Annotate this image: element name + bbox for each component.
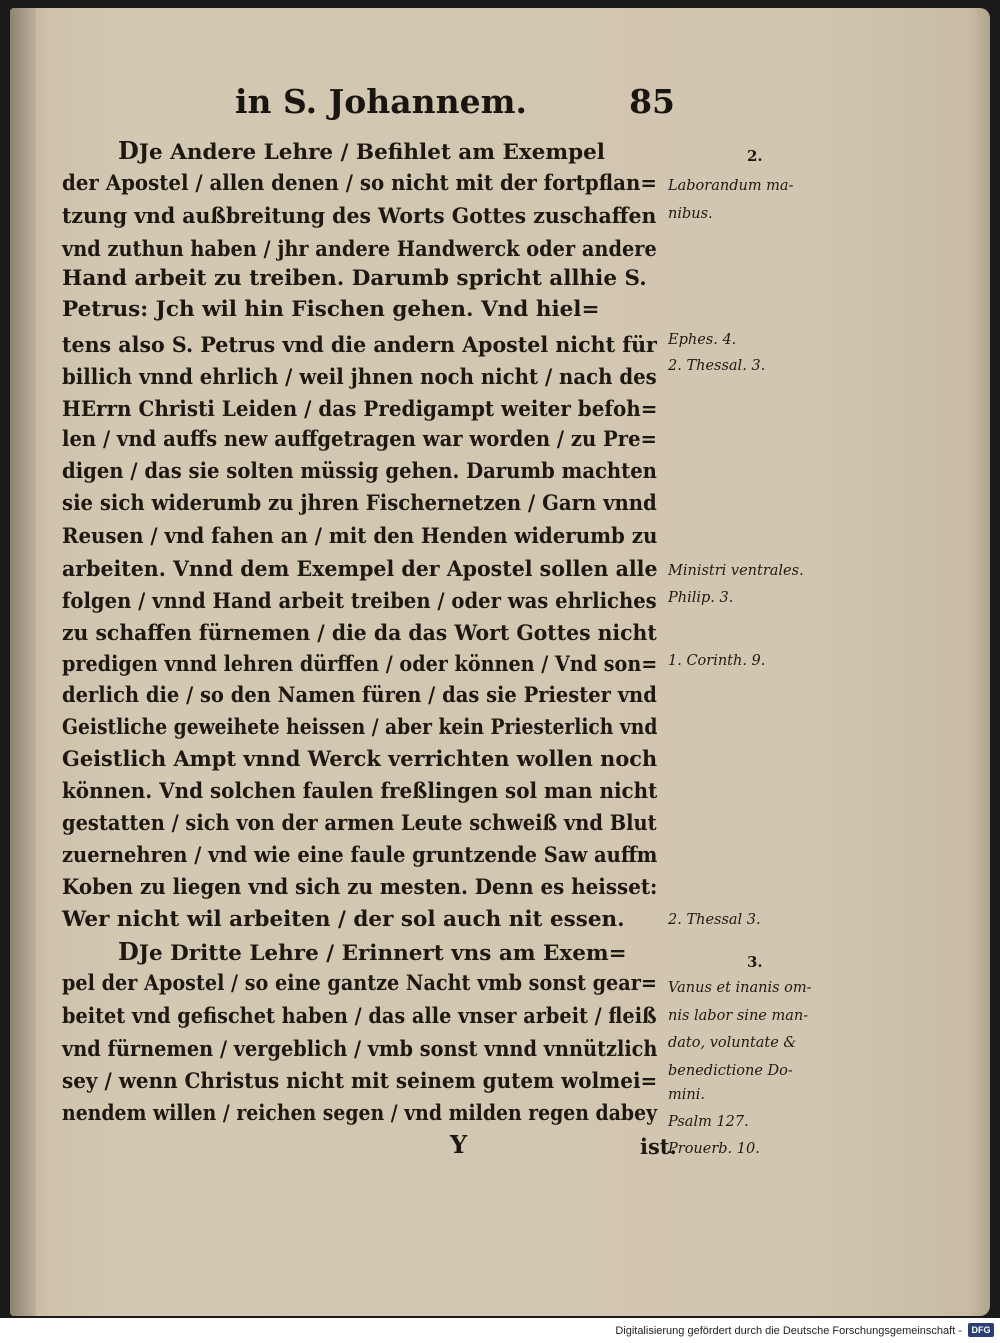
dfg-logo: DFG — [968, 1323, 994, 1337]
page-number: 85 — [629, 82, 675, 121]
text-line: predigen vnnd lehren dürffen / oder können / Vnd son= — [62, 652, 658, 677]
text-line: pel der Apostel / so eine gantze Nacht vmb sonst gear= — [62, 971, 657, 996]
text-line: nendem willen / reichen segen / vnd milden regen dabey — [62, 1101, 658, 1126]
margin-reference: 2. Thessal. 3. — [668, 358, 766, 374]
text-line: DJe Andere Lehre / Befihlet am Exempel — [118, 136, 605, 165]
running-title: in S. Johannem. — [235, 82, 528, 121]
text-line: HErrn Christi Leiden / das Predigampt weiter befoh= — [62, 397, 658, 422]
margin-note: Laborandum ma- — [668, 178, 794, 194]
text-line: DJe Dritte Lehre / Erinnert vns am Exem= — [118, 937, 627, 966]
footer-text: Digitalisierung gefördert durch die Deutsche Forschungsgemeinschaft - — [615, 1325, 962, 1337]
text-line: tzung vnd außbreitung des Worts Gottes zuschaffen — [62, 204, 657, 229]
margin-note: mini. — [668, 1087, 705, 1103]
text-line: Reusen / vnd fahen an / mit den Henden widerumb zu — [62, 524, 658, 549]
margin-note: Ministri ventrales. — [668, 563, 804, 579]
margin-note: Vanus et inanis om- — [668, 980, 812, 996]
margin-reference: Philip. 3. — [668, 590, 734, 606]
text-line: zuernehren / vnd wie eine faule gruntzende Saw auffm — [62, 843, 658, 868]
text-line: Geistliche geweihete heissen / aber kein Priesterlich vnd — [62, 715, 658, 740]
text-line: digen / das sie solten müssig gehen. Darumb machten — [62, 459, 657, 484]
margin-reference: Prouerb. 10. — [668, 1141, 760, 1157]
catchword: ist. — [640, 1134, 677, 1159]
text-line: Koben zu liegen vnd sich zu mesten. Denn es heisset: — [62, 875, 658, 900]
text-line: len / vnd auffs new auffgetragen war worden / zu Pre= — [62, 427, 657, 452]
text-line: beitet vnd gefischet haben / das alle vnser arbeit / fleiß — [62, 1004, 657, 1029]
running-header — [235, 82, 675, 132]
signature-mark: Y — [450, 1130, 468, 1159]
margin-note: nis labor sine man- — [668, 1008, 809, 1024]
text-line: Wer nicht wil arbeiten / der sol auch nit essen. — [62, 907, 625, 932]
text-line: zu schaffen fürnemen / die da das Wort Gottes nicht — [62, 621, 657, 646]
margin-reference: Psalm 127. — [668, 1114, 749, 1130]
text-line: sey / wenn Christus nicht mit seinem gutem wolmei= — [62, 1069, 658, 1094]
margin-note: dato, voluntate & — [668, 1035, 797, 1051]
text-line: der Apostel / allen denen / so nicht mit der fortpflan= — [62, 171, 657, 196]
margin-note: benedictione Do- — [668, 1063, 793, 1079]
text-line: Geistlich Ampt vnnd Werck verrichten wollen noch — [62, 747, 658, 772]
margin-reference: 2. Thessal 3. — [668, 912, 761, 928]
text-line: vnd fürnemen / vergeblich / vmb sonst vnnd vnnützlich — [62, 1037, 658, 1062]
margin-number: 2. — [747, 147, 763, 165]
text-line: gestatten / sich von der armen Leute schweiß vnd Blut — [62, 811, 657, 836]
text-line: arbeiten. Vnnd dem Exempel der Apostel sollen alle — [62, 557, 658, 582]
text-line: billich vnnd ehrlich / weil jhnen noch nicht / nach des — [62, 365, 657, 390]
text-line: Hand arbeit zu treiben. Darumb spricht allhie S. — [62, 266, 647, 291]
text-line: tens also S. Petrus vnd die andern Apostel nicht für — [62, 333, 657, 358]
digitization-footer — [0, 1318, 1000, 1343]
margin-note: nibus. — [668, 206, 713, 222]
text-line: folgen / vnnd Hand arbeit treiben / oder was ehrliches — [62, 589, 657, 614]
margin-number: 3. — [747, 953, 763, 971]
text-line: sie sich widerumb zu jhren Fischernetzen / Garn vnnd — [62, 491, 657, 516]
text-line: derlich die / so den Namen füren / das sie Priester vnd — [62, 683, 657, 708]
text-line: Petrus: Jch wil hin Fischen gehen. Vnd hiel= — [62, 297, 600, 322]
margin-reference: Ephes. 4. — [668, 332, 737, 348]
text-line: können. Vnd solchen faulen freßlingen sol man nicht — [62, 779, 658, 804]
margin-reference: 1. Corinth. 9. — [668, 653, 766, 669]
text-line: vnd zuthun haben / jhr andere Handwerck oder andere — [62, 237, 657, 262]
